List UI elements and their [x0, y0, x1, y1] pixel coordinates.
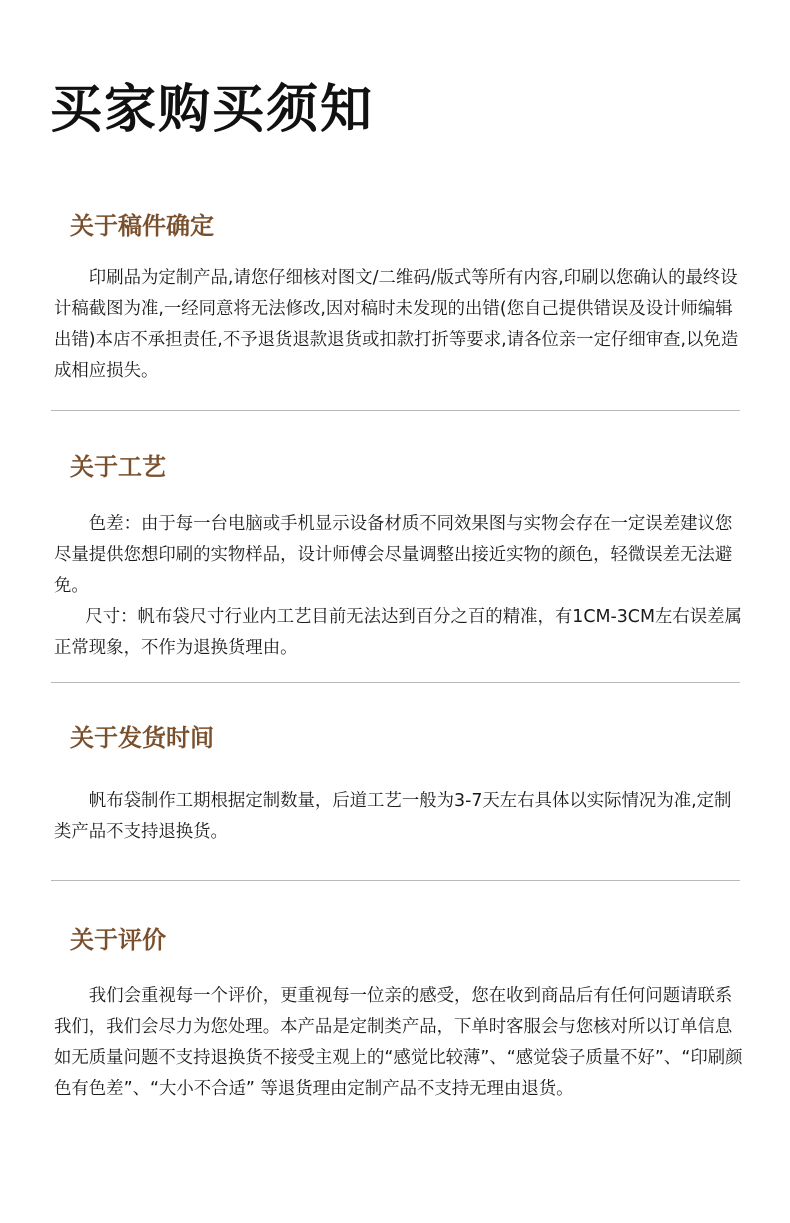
- page-title: 买家购买须知: [50, 80, 375, 140]
- section-body-draft-confirmation: [54, 263, 744, 387]
- section-divider: [51, 682, 740, 683]
- paragraph: 我们会重视每一个评价，更重视每一位亲的感受，您在收到商品后有任何问题请联系我们，我们会尽力为您处理。本产品是定制类产品，下单时客服会与您核对所以订单信息如无质量问题不支持退换货不接受主观上的“感觉比较薄”、“感觉袋子质量不好”、“印刷颜色有色差”、“大小不合适” 等退货理由定制产品不支持无理由退货。: [54, 986, 743, 1099]
- section-divider: [51, 410, 740, 411]
- paragraph-size: 尺寸：帆布袋尺寸行业内工艺目前无法达到百分之百的精准，有1CM-3CM左右误差属正常现象，不作为退换货理由。: [54, 607, 742, 658]
- paragraph: 帆布袋制作工期根据定制数量，后道工艺一般为3-7天左右具体以实际情况为准,定制类产品不支持退换货。: [54, 791, 732, 842]
- section-heading-shipping-time: 关于发货时间: [70, 724, 214, 752]
- section-heading-craft: 关于工艺: [70, 453, 166, 481]
- section-body-craft: [54, 509, 744, 664]
- paragraph: 印刷品为定制产品,请您仔细核对图文/二维码/版式等所有内容,印刷以您确认的最终设计稿截图为准,一经同意将无法修改,因对稿时未发现的出错(您自己提供错误及设计师编辑出错)本店不承担责任,不予退货退款退货或扣款打折等要求,请各位亲一定仔细审查,以免造成相应损失。: [54, 268, 739, 381]
- section-body-reviews: [54, 981, 744, 1105]
- section-divider: [51, 880, 740, 881]
- section-heading-reviews: 关于评价: [70, 926, 166, 954]
- paragraph-color-difference: 色差：由于每一台电脑或手机显示设备材质不同效果图与实物会存在一定误差建议您尽量提供您想印刷的实物样品，设计师傅会尽量调整出接近实物的颜色，轻微误差无法避免。: [54, 514, 733, 596]
- section-heading-draft-confirmation: 关于稿件确定: [70, 212, 214, 240]
- section-body-shipping-time: [54, 786, 744, 848]
